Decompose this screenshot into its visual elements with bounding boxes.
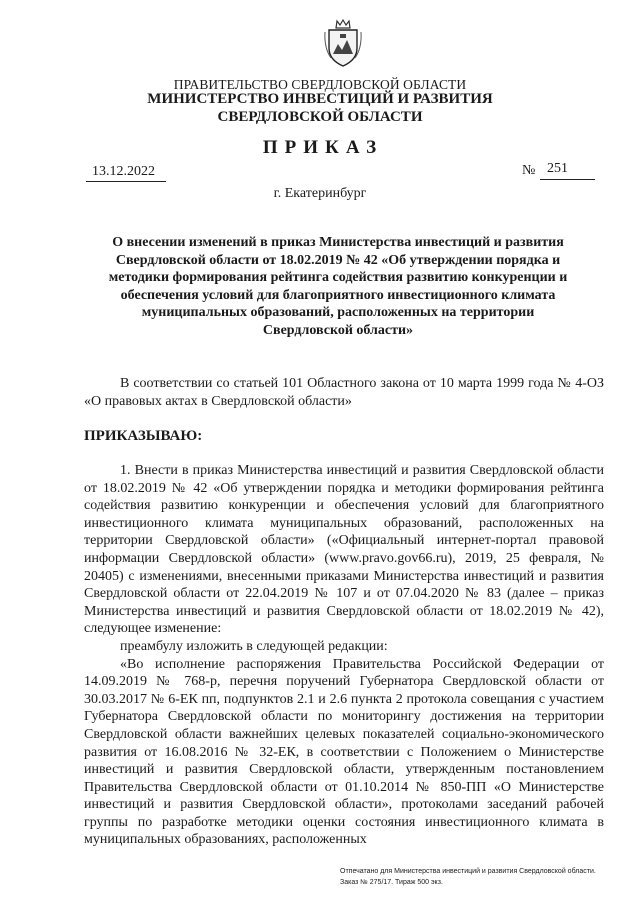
order-date: 13.12.2022 bbox=[92, 164, 155, 179]
order-number: 251 bbox=[547, 161, 568, 176]
ministry-name-line1: МИНИСТЕРСТВО ИНВЕСТИЦИЙ И РАЗВИТИЯ bbox=[147, 91, 493, 107]
number-underline bbox=[540, 179, 595, 180]
print-info-line1: Отпечатано для Министерства инвестиций и развития Свердловской области. bbox=[340, 868, 596, 875]
date-underline bbox=[86, 181, 166, 182]
preamble-basis: В соответствии со статьей 101 Областного закона от 10 марта 1999 года № 4-ОЗ «О правовых актах в Свердловской области» bbox=[84, 376, 604, 409]
paragraph-3: «Во исполнение распоряжения Правительства Российской Федерации от 14.09.2019 № 768-р, перечня поручений Губернатора Свердловской области от 30.03.2017 № 6-ЕК пп, подпунктов 2.1 и 2.6 пункта 2 протокола совещания с участием Губернатора Свердловской области по мониторингу достижения на территории Свердловской области важнейших целевых показателей социально-экономического развития от 16.08.2016 № 32-ЕК, в соответствии с Положением о Министерстве инвестиций и развития Свердловской области, утвержденным постановлением Правительства Свердловской области от 01.10.2014 № 850-ПП «О Министерстве инвестиций и развития Свердловской области», протоколами заседаний рабочей группы по разработке методики оценки состояния инвестиционного климата в муниципальных образованиях, расположенных bbox=[84, 656, 604, 848]
number-label: № bbox=[522, 163, 536, 178]
ministry-name-line2: СВЕРДЛОВСКОЙ ОБЛАСТИ bbox=[217, 109, 423, 125]
print-info-line2: Заказ № 275/17. Тираж 500 экз. bbox=[340, 879, 443, 886]
government-name: ПРАВИТЕЛЬСТВО СВЕРДЛОВСКОЙ ОБЛАСТИ bbox=[173, 77, 467, 92]
print-info bbox=[340, 866, 630, 888]
order-body bbox=[84, 462, 604, 849]
order-word: ПРИКАЗЫВАЮ: bbox=[84, 428, 203, 444]
document-type: ПРИКАЗ bbox=[262, 137, 384, 158]
city: г. Екатеринбург bbox=[273, 186, 367, 201]
order-title: О внесении изменений в приказ Министерства инвестиций и развития Свердловской области от 18.02.2019 № 42 «Об утверждении порядка и методики формирования рейтинга содействия развитию конкуренции и обеспечения условий для благоприятного инвестиционного климата муниципальных образований, расположенных на территории Свердловской области» bbox=[108, 235, 568, 338]
coat-of-arms-icon bbox=[323, 18, 363, 68]
paragraph-1: 1. Внести в приказ Министерства инвестиций и развития Свердловской области от 18.02.2019 № 42 «Об утверждении порядка и методики формирования рейтинга содействия развитию конкуренции и обеспечения условий для благоприятного инвестиционного климата муниципальных образований, расположенных на территории Свердловской области» («Официальный интернет-портал правовой информации Свердловской области» (www.pravo.gov66.ru), 2019, 25 февраля, № 20405) с изменениями, внесенными приказами Министерства инвестиций и развития Свердловской области от 22.04.2019 № 107 и от 07.04.2020 № 83 (далее – приказ Министерства инвестиций и развития Свердловской области от 18.02.2019 № 42), следующее изменение: bbox=[84, 463, 604, 637]
paragraph-2: преамбулу изложить в следующей редакции: bbox=[120, 638, 388, 654]
